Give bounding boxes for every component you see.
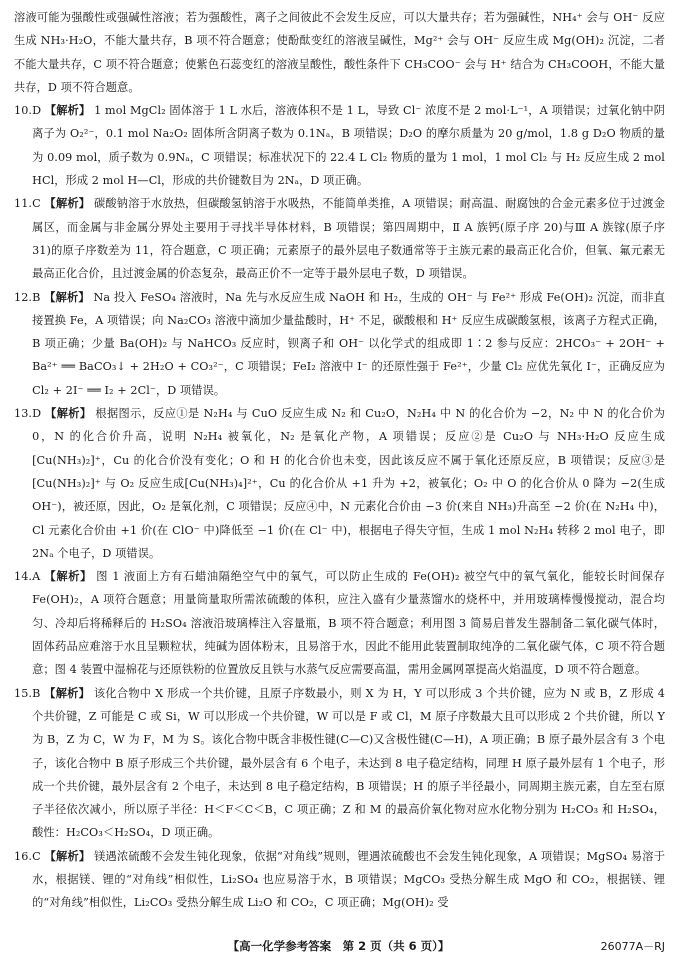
item-answer: D <box>32 104 42 118</box>
analysis-tag: 【解析】 <box>45 407 92 421</box>
item-number: 15. <box>14 686 33 700</box>
item-explanation: 图 1 液面上方有石蜡油隔绝空气中的氧气，可以防止生成的 Fe(OH)₂ 被空气中的氧气氧化，能较长时间保存 Fe(OH)₂，A 项符合题意；用量筒量取所需浓硫酸的体积，应注入盛有少量蒸馏水的烧杯中，并用玻璃棒慢慢搅动，混合均匀、冷却后将稀释后的 H₂SO₄ 溶液沿玻璃棒注入容量瓶，B 项不符合题意；利用图 3 简易启普发生器制备二氧化碳气体时，固体药品应难溶于水且呈颗粒状，纯碱为固体粉末，且易溶于水，因此不能用此装置制取纯净的二氧化碳气体，C 项不符合题意；图 4 装置中湿棉花与还原铁粉的位置放反且铁与水蒸气反应需要高温，需用金属网罩提高火焰温度，D 项不符合题意。 <box>32 570 666 677</box>
item-number: 13. <box>14 407 33 421</box>
page-footer <box>0 938 677 958</box>
answer-item-16 <box>14 845 665 915</box>
item-explanation: 碳酸钠溶于水放热，但碳酸氢钠溶于水吸热，不能简单类推，A 项错误；耐高温、耐腐蚀的合金元素多位于过渡金属区，而金属与非金属分界处主要用于寻找半导体材料，B 项错误；第四周期中，Ⅱ A 族钙(原子序 20)与Ⅲ A 族镓(原子序 31)的原子序数差为 11，符合题意，C 项正确；元素原子的最外层电子数通常等于主族元素的最高正化合价，但氧、氟元素无最高正化合价，且过渡金属的价态复杂，最高正价不一定等于最外层电子数，D 项错误。 <box>32 197 665 281</box>
item-number: 10. <box>14 104 33 118</box>
item-explanation: Na 投入 FeSO₄ 溶液时，Na 先与水反应生成 NaOH 和 H₂，生成的 OH⁻ 与 Fe²⁺ 形成 Fe(OH)₂ 沉淀，而非直接置换 Fe，A 项错误；向 Na₂CO₃ 溶液中滴加少量盐酸时，H⁺ 不足，碳酸根和 H⁺ 反应生成碳酸氢根，该离子方程式正确，B 项正确；少量 Ba(OH)₂ 与 NaHCO₃ 反应时，钡离子和 OH⁻ 以化学式的组成即 1∶2 参与反应：2HCO₃⁻ + 2OH⁻ + Ba²⁺ ══ BaCO₃↓ + 2H₂O + CO₃²⁻，C 项错误；FeI₂ 溶液中 I⁻ 的还原性强于 Fe²⁺，少量 Cl₂ 应优先氧化 I⁻，正确反应为 Cl₂ + 2I⁻ ══ I₂ + 2Cl⁻，D 项错误。 <box>32 290 666 397</box>
answer-page <box>14 6 665 915</box>
item-answer: C <box>32 197 41 211</box>
answer-item-12 <box>14 286 665 402</box>
answer-item-11 <box>14 192 665 285</box>
analysis-tag: 【解析】 <box>44 104 91 118</box>
footer-code: 26077A－RJ <box>600 940 665 953</box>
footer-title: 【高一化学参考答案 第 2 页（共 6 页）】 <box>227 939 450 953</box>
analysis-tag: 【解析】 <box>44 290 90 304</box>
analysis-tag: 【解析】 <box>44 197 91 211</box>
item-explanation: 该化合物中 X 形成一个共价键，且原子序数最小，则 X 为 H，Y 可以形成 3 个共价键，应为 N 或 B，Z 形成 4 个共价键，Z 可能是 C 或 Si，W 可以形成一个共价键，W 可以是 F 或 Cl，M 原子序数最大且可以形成 2 个共价键，所以 Y 为 B，Z 为 C，W 为 F，M 为 S。该化合物中既含非极性键(C—C)又含极性键(C—H)，A 项正确；B 原子最外层含有 3 个电子，该化合物中 B 原子形成三个共价键，最外层含有 6 个电子，未达到 8 电子稳定结构，同理 H 原子最外层有 1 个电子，形成一个共价键，最外层含有 2 个电子，未达到 8 电子稳定结构，B 项错误；H 的原子半径最小，同周期主族元素，自左至右原子半径依次减小，所以原子半径：H＜F＜C＜B，C 项正确；Z 和 M 的最高价氧化物对应水化物分别为 H₂CO₃ 和 H₂SO₄，酸性：H₂CO₃＜H₂SO₄，D 项正确。 <box>32 686 666 840</box>
item-answer: D <box>32 407 42 421</box>
answer-item-13 <box>14 402 665 565</box>
answer-item-14 <box>14 565 665 681</box>
item-number: 14. <box>14 570 33 584</box>
item-answer: B <box>32 686 41 700</box>
item-answer: A <box>32 570 41 584</box>
analysis-tag: 【解析】 <box>44 849 91 863</box>
item-answer: B <box>32 290 41 304</box>
answer-item-15 <box>14 682 665 845</box>
item-answer: C <box>32 849 41 863</box>
intro-paragraph: 溶液可能为强酸性或强碱性溶液；若为强酸性，离子之间彼此不会发生反应，可以大量共存；若为强碱性，NH₄⁺ 会与 OH⁻ 反应生成 NH₃·H₂O，不能大量共存，B 项不符合题意；使酚酞变红的溶液呈碱性，Mg²⁺ 会与 OH⁻ 反应生成 Mg(OH)₂ 沉淀，二者不能大量共存，C 项不符合题意；使紫色石蕊变红的溶液呈酸性，酸性条件下 CH₃COO⁻ 会与 H⁺ 结合为 CH₃COOH，不能大量共存，D 项不符合题意。 <box>14 11 665 94</box>
item-explanation: 根据图示，反应①是 N₂H₄ 与 CuO 反应生成 N₂ 和 Cu₂O，N₂H₄ 中 N 的化合价为 −2，N₂ 中 N 的化合价为 0，N 的化合价升高，说明 N₂H₄ 被氧化，N₂ 是氧化产物，A 项错误；反应②是 Cu₂O 与 NH₃·H₂O 反应生成[Cu(NH₃)₂]⁺，Cu 的化合价没有变化；O 和 H 的化合价也未变，因此该反应不属于氧化还原反应，B 项错误；反应③是[Cu(NH₃)₂]⁺ 与 O₂ 反应生成[Cu(NH₃)₄]²⁺，Cu 的化合价从 +1 升为 +2，被氧化；O₂ 中 O 的化合价从 0 降为 −2(生成 OH⁻)，被还原，因此，O₂ 是氧化剂，C 项错误；反应④中，N 元素化合价由 −3 价(来自 NH₃)升高至 −2 价(在 N₂H₄ 中)，Cl 元素化合价由 +1 价(在 ClO⁻ 中)降低至 −1 价(在 Cl⁻ 中)，根据电子得失守恒，生成 1 mol N₂H₄ 转移 2 mol 电子，即 2Nₐ 个电子，D 项错误。 <box>32 407 665 560</box>
item-explanation: 镁遇浓硫酸不会发生钝化现象，依据“对角线”规则，锂遇浓硫酸也不会发生钝化现象，A 项错误；MgSO₄ 易溶于水，根据镁、锂的“对角线”相似性，Li₂SO₄ 也应易溶于水，B 项错误；MgCO₃ 受热分解生成 MgO 和 CO₂，根据镁、锂的“对角线”相似性，Li₂CO₃ 受热分解生成 Li₂O 和 CO₂，C 项正确；Mg(OH)₂ 受 <box>32 849 666 910</box>
analysis-tag: 【解析】 <box>44 570 93 584</box>
answer-item-10 <box>14 99 665 192</box>
item-number: 12. <box>14 290 33 304</box>
analysis-tag: 【解析】 <box>44 686 91 700</box>
item-explanation: 1 mol MgCl₂ 固体溶于 1 L 水后，溶液体积不是 1 L，导致 Cl⁻ 浓度不是 2 mol·L⁻¹，A 项错误；过氧化钠中阴离子为 O₂²⁻，0.1 mol Na₂O₂ 固体所含阴离子数为 0.1Nₐ，B 项错误；D₂O 的摩尔质量为 20 g/mol，1.8 g D₂O 物质的量为 0.09 mol，质子数为 0.9Nₐ，C 项错误；标准状况下的 22.4 L Cl₂ 物质的量为 1 mol，1 mol Cl₂ 与 H₂ 反应生成 2 mol HCl，形成 2 mol H—Cl，形成的共价键数目为 2Nₐ，D 项正确。 <box>32 104 666 188</box>
item-number: 16. <box>14 849 33 863</box>
item-number: 11. <box>14 197 33 211</box>
